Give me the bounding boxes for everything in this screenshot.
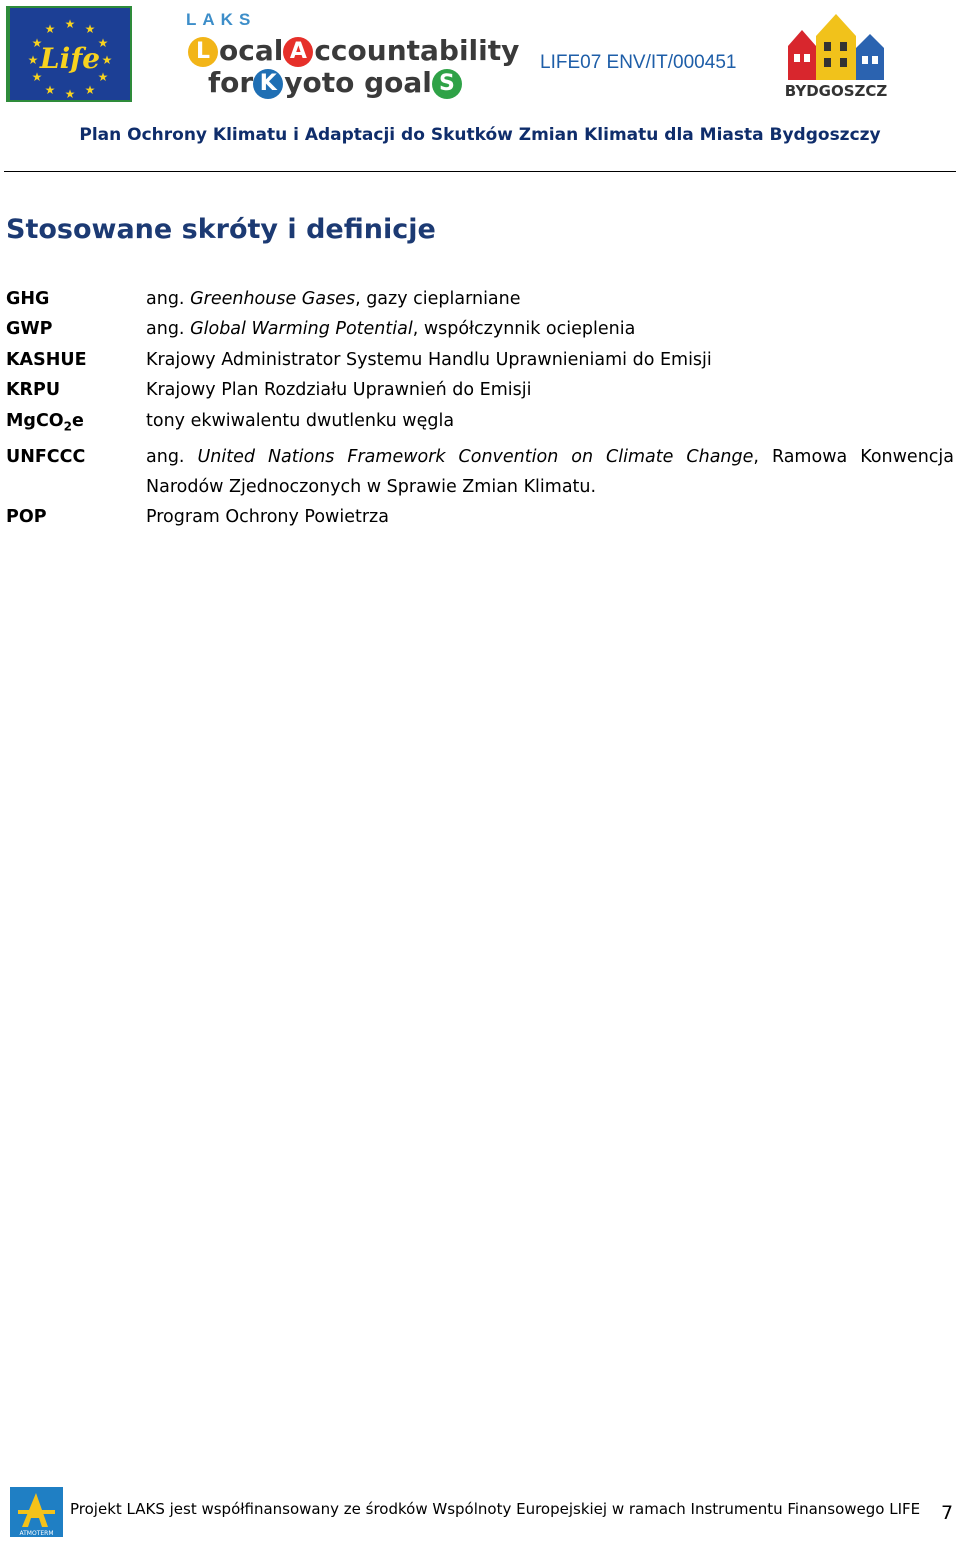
- glossary-definition: ang. Greenhouse Gases, gazy cieplarniane: [146, 289, 521, 309]
- atmoterm-logo-text: ATMOTERM: [19, 1530, 54, 1537]
- laks-logo: [184, 8, 520, 104]
- glossary-row-gwp: [6, 314, 954, 344]
- bydgoszcz-logo: [766, 6, 906, 102]
- glossary-definition: Krajowy Plan Rozdziału Uprawnień do Emisji: [146, 380, 532, 401]
- glossary-row-pop: [6, 502, 954, 532]
- laks-text-for: for: [208, 66, 254, 99]
- laks-badge-k: K: [253, 69, 283, 99]
- glossary-row-kashue: [6, 345, 954, 375]
- laks-line-2: [208, 66, 463, 99]
- laks-text-yoto-goal: yoto goal: [284, 66, 432, 99]
- svg-text:★: ★: [44, 83, 56, 97]
- laks-badge-l: L: [188, 37, 218, 67]
- laks-badge-s: S: [432, 69, 462, 99]
- laks-small-label: LAKS: [186, 10, 257, 29]
- page-header: [0, 0, 960, 175]
- footer-text: Projekt LAKS jest współfinansowany ze środków Wspólnoty Europejskiej w ramach Instrumentu Finansowego LIFE: [70, 1500, 921, 1518]
- svg-text:★: ★: [84, 83, 96, 97]
- svg-text:★: ★: [97, 70, 109, 84]
- glossary-term: POP: [6, 507, 47, 528]
- glossary-term: GWP: [6, 319, 53, 340]
- document-title: Plan Ochrony Klimatu i Adaptacji do Skutków Zmian Klimatu dla Miasta Bydgoszczy: [79, 125, 881, 145]
- svg-text:★: ★: [31, 36, 43, 50]
- bydgoszcz-logo-text: BYDGOSZCZ: [784, 82, 888, 100]
- life-logo-text: Life: [39, 42, 101, 75]
- svg-text:★: ★: [84, 22, 96, 36]
- project-code: LIFE07 ENV/IT/000451: [540, 52, 737, 73]
- glossary-definition: tony ekwiwalentu dwutlenku węgla: [146, 410, 455, 431]
- laks-badge-a: A: [283, 37, 313, 67]
- svg-text:★: ★: [44, 22, 56, 36]
- svg-text:★: ★: [31, 70, 43, 84]
- eu-life-logo: [6, 6, 132, 102]
- page-number: 7: [941, 1502, 954, 1524]
- glossary-definition: Program Ochrony Powietrza: [146, 507, 389, 528]
- glossary-term: KRPU: [6, 380, 61, 401]
- glossary-term: UNFCCC: [6, 446, 86, 467]
- svg-text:★: ★: [27, 53, 39, 67]
- svg-text:★: ★: [64, 87, 76, 101]
- glossary-term: GHG: [6, 289, 50, 309]
- header-divider: [4, 171, 956, 172]
- glossary-term: MgCO$_2$e: [6, 410, 84, 434]
- laks-text-accountability: ccountability: [314, 34, 520, 67]
- laks-text-ocal: ocal: [219, 34, 284, 67]
- glossary-row-mgco2e: [6, 406, 954, 442]
- glossary-row-unfccc: [6, 442, 954, 503]
- section-title: Stosowane skróty i definicje: [6, 214, 436, 245]
- glossary-term: KASHUE: [6, 349, 87, 370]
- glossary-row-ghg: [6, 284, 954, 314]
- glossary-list: [6, 284, 954, 533]
- glossary-row-krpu: [6, 375, 954, 405]
- atmoterm-logo: [10, 1487, 63, 1537]
- glossary-definition: ang. Global Warming Potential, współczynnik ocieplenia: [146, 319, 636, 340]
- svg-text:★: ★: [101, 53, 113, 67]
- glossary-definition: ang. United Nations Framework Convention on Climate Change, Ramowa Konwencja Narodów Zjednoczonych w Sprawie Zmian Klimatu.: [146, 446, 954, 497]
- svg-text:★: ★: [97, 36, 109, 50]
- laks-line-1: [188, 34, 519, 67]
- svg-text:★: ★: [64, 17, 76, 31]
- glossary-definition: Krajowy Administrator Systemu Handlu Uprawnieniami do Emisji: [146, 349, 712, 370]
